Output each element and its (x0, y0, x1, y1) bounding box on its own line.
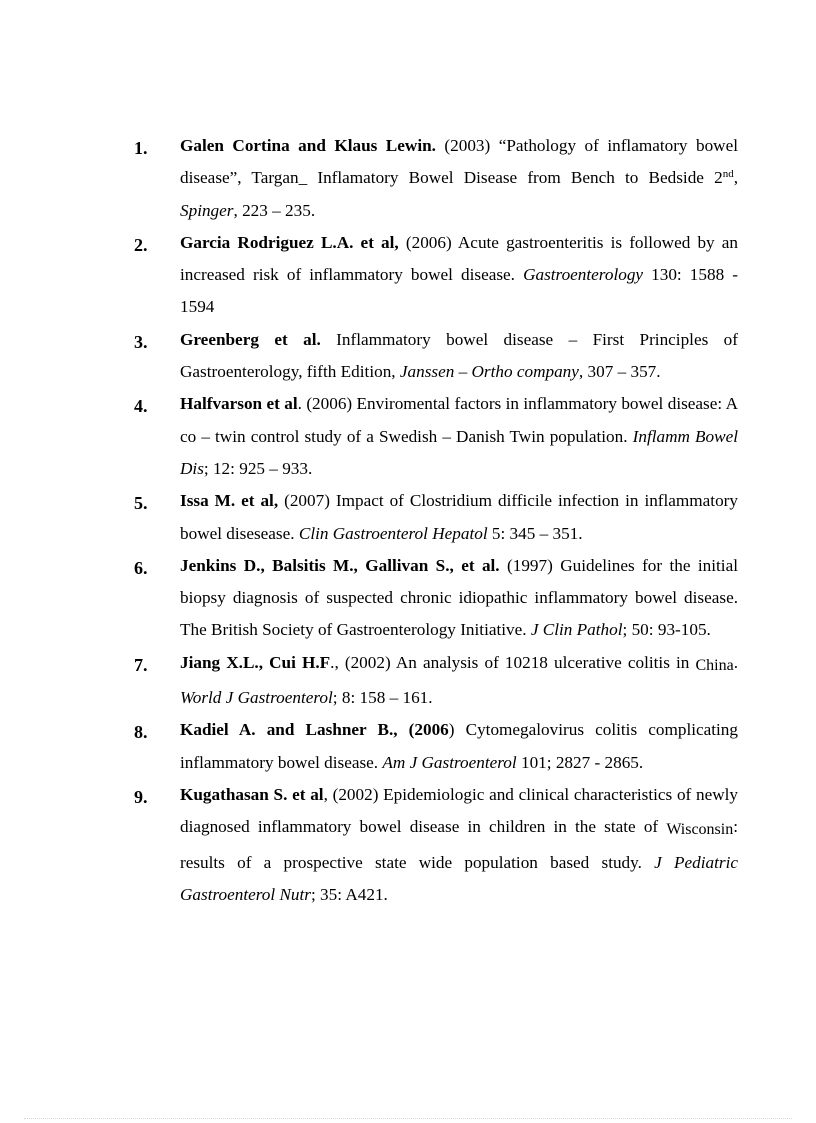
reference-list (134, 130, 738, 911)
reference-authors: Halfvarson et al (180, 394, 298, 414)
reference-text: , 223 – 235. (233, 200, 316, 220)
reference-body (180, 714, 738, 779)
reference-text: , 307 – 357. (578, 362, 661, 382)
reference-body (180, 485, 738, 550)
reference-text: Inflammatory bowel disease – First Principles of Gastroenterology, fifth Edition, (180, 329, 738, 382)
reference-body (180, 550, 738, 647)
reference-place: China (695, 656, 734, 674)
reference-journal: World J Gastroenterol (180, 688, 333, 708)
reference-authors: Kugathasan S. et al (180, 784, 324, 804)
reference-number: 7. (134, 654, 148, 675)
reference-number: 5. (134, 493, 148, 514)
reference-text: : results of a prospective state wide population based study. (180, 817, 738, 872)
reference-item-8 (134, 714, 738, 779)
reference-text: , (733, 168, 738, 188)
reference-number: 2. (134, 234, 148, 255)
reference-text: (2003) “Pathology of inflamatory bowel disease”, Targan_ Inflamatory Bowel Disease from Bench to Bedside 2 (180, 136, 738, 188)
reference-item-3 (134, 324, 738, 389)
reference-number: 4. (134, 396, 148, 417)
reference-journal: Am J Gastroenterol (382, 752, 517, 772)
reference-body (180, 130, 738, 227)
reference-body (180, 647, 738, 715)
reference-authors: Issa M. et al, (180, 491, 279, 511)
reference-text: ., (2002) An analysis of 10218 ulcerative colitis in (330, 652, 696, 672)
reference-item-7 (134, 647, 738, 715)
reference-item-2 (134, 227, 738, 324)
reference-text: . (2006) Enviromental factors in inflammatory bowel disease: A co – twin control study of a Swedish – Danish Twin population. (180, 394, 738, 446)
reference-text: , (2002) Epidemiologic and clinical characteristics of newly diagnosed inflammatory bowel disease in children in the state of (180, 784, 738, 837)
reference-authors: Jiang X.L., Cui H.F (180, 652, 331, 672)
reference-number: 1. (134, 138, 148, 158)
reference-text: ) Cytomegalovirus colitis complicating inflammatory bowel disease. (180, 720, 738, 772)
reference-body (180, 779, 738, 911)
reference-body (180, 227, 738, 324)
page-bottom-divider (24, 1118, 792, 1119)
reference-item-6 (134, 550, 738, 647)
reference-journal: J Clin Pathol (530, 620, 623, 640)
reference-item-5 (134, 485, 738, 550)
reference-text: (2006) Acute gastroenteritis is followed by an increased risk of inflammatory bowel disease. (180, 232, 738, 285)
reference-authors: Greenberg et al. (180, 329, 321, 349)
reference-authors: Jenkins D., Balsitis M., Gallivan S., et al. (180, 555, 500, 575)
reference-text: ; 50: 93-105. (622, 620, 711, 640)
reference-text: (2007) Impact of Clostridium difficile infection in inflammatory bowel disesease. (180, 491, 738, 543)
reference-superscript: nd (722, 168, 734, 181)
reference-number: 3. (134, 331, 148, 352)
reference-journal: J Pediatric Gastroenterol Nutr (180, 852, 738, 904)
reference-item-4 (134, 388, 738, 485)
reference-authors: Galen Cortina and Klaus Lewin. (180, 136, 436, 155)
reference-authors: Garcia Rodriguez L.A. et al, (180, 232, 399, 252)
reference-number: 8. (134, 722, 148, 743)
reference-journal: Spinger (180, 200, 234, 220)
reference-body (180, 388, 738, 485)
reference-place: Wisconsin (666, 821, 734, 839)
reference-text: . (733, 652, 739, 672)
reference-item-9 (134, 779, 738, 911)
reference-text: ; 12: 925 – 933. (203, 458, 313, 478)
reference-journal: Inflamm Bowel Dis (180, 426, 738, 478)
reference-item-1 (134, 130, 738, 227)
reference-text: 130: 1588 - 1594 (180, 265, 738, 317)
reference-number: 9. (134, 786, 148, 807)
reference-text: 5: 345 – 351. (487, 523, 583, 543)
reference-journal: Gastroenterology (523, 265, 644, 285)
reference-number: 6. (134, 557, 148, 578)
reference-journal: Janssen – Ortho company (399, 362, 579, 382)
reference-journal: Clin Gastroenterol Hepatol (298, 523, 488, 543)
reference-authors: Kadiel A. and Lashner B., (2006 (180, 720, 449, 740)
reference-body (180, 324, 738, 389)
reference-text: ; 8: 158 – 161. (332, 688, 433, 708)
reference-text: ; 35: A421. (310, 884, 388, 904)
reference-text: (1997) Guidelines for the initial biopsy diagnosis of suspected chronic idiopathic inflammatory bowel disease. The British Society of Gastroenterology Initiative. (180, 555, 738, 640)
reference-text: 101; 2827 - 2865. (516, 752, 644, 772)
